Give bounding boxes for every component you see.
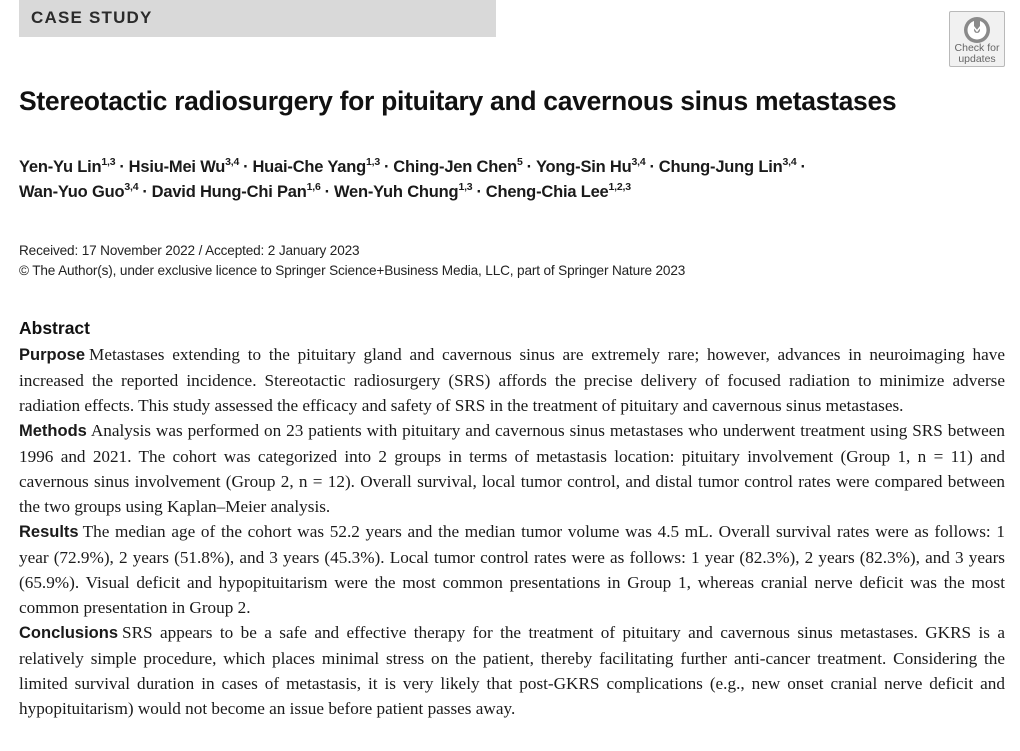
received-accepted-dates: Received: 17 November 2022 / Accepted: 2 January 2023	[19, 243, 360, 258]
badge-line1: Check for	[954, 42, 1000, 54]
author[interactable]: Ching-Jen Chen$^5$	[393, 156, 523, 176]
copyright-notice: © The Author(s), under exclusive licence to Springer Science+Business Media, LLC, part of Springer Nature 2023	[19, 263, 686, 278]
author[interactable]: Wen-Yuh Chung$^{1,3}$	[333, 181, 473, 201]
abstract-body	[19, 342, 1005, 721]
author[interactable]: Yen-Yu Lin$^{1,3}$	[19, 156, 116, 176]
methods-text: Analysis was performed on 23 patients with pituitary and cavernous sinus metastases who underwent treatment using SRS between 1996 and 2021. The cohort was categorized into 2 groups in terms of metastasis location: pituitary involvement (Group 1, n = 11) and cavernous sinus involvement (Group 2, n = 12). Overall survival, local tumor control, and distal tumor control rates were compared between the two groups using Kaplan–Meier analysis.	[19, 421, 1005, 516]
article-type-banner	[19, 0, 496, 37]
abstract-methods	[19, 418, 1005, 519]
author[interactable]: Cheng-Chia Lee$^{1,2,3}$	[485, 181, 631, 201]
check-for-updates-icon	[963, 16, 991, 44]
abstract-results	[19, 519, 1005, 620]
article-type-label: CASE STUDY	[31, 8, 153, 27]
badge-line2: updates	[958, 53, 996, 65]
author[interactable]: Hsiu-Mei Wu$^{3,4}$	[128, 156, 240, 176]
author[interactable]: Wan-Yuo Guo$^{3,4}$	[19, 181, 139, 201]
results-label: Results	[19, 523, 79, 541]
author[interactable]: Yong-Sin Hu$^{3,4}$	[535, 156, 646, 176]
abstract-conclusions	[19, 620, 1005, 721]
author[interactable]: Huai-Che Yang$^{1,3}$	[252, 156, 380, 176]
methods-label: Methods	[19, 422, 87, 440]
author-list	[19, 155, 1009, 205]
abstract-purpose	[19, 342, 1005, 418]
purpose-label: Purpose	[19, 346, 86, 364]
author-line-1: Yen-Yu Lin$^{1,3}$ · Hsiu-Mei Wu$^{3,4}$ · Huai-Che Yang$^{1,3}$ · Ching-Jen Chen$^5$ · Yong-Sin Hu$^{3,4}$ · Chung-Jung Lin$^{3,4}$ ·	[19, 156, 806, 176]
author[interactable]: David Hung-Chi Pan$^{1,6}$	[151, 181, 321, 201]
results-text: The median age of the cohort was 52.2 years and the median tumor volume was 4.5 mL. Overall survival rates were as follows: 1 year (72.9%), 2 years (51.8%), and 3 years (45.3%). Local tumor control rates were as follows: 1 year (82.3%), 2 years (82.3%), and 3 years (65.9%). Visual deficit and hypopituitarism were the most common presentations in Group 1, whereas cranial nerve deficit was the most common presentation in Group 2.	[19, 522, 1005, 617]
conclusions-text: SRS appears to be a safe and effective therapy for the treatment of pituitary and cavernous sinus metastases. GKRS is a relatively simple procedure, which places minimal stress on the patient, thereby facilitating further anti-cancer treatment. Considering the limited survival duration in cases of metastasis, it is very likely that post-GKRS complications (e.g., new onset cranial nerve deficit and hypopituitarism) would not become an issue before patient passes away.	[19, 623, 1005, 718]
check-for-updates-badge[interactable]	[949, 11, 1005, 67]
abstract-heading: Abstract	[19, 318, 90, 338]
author-line-2: Wan-Yuo Guo$^{3,4}$ · David Hung-Chi Pan$^{1,6}$ · Wen-Yuh Chung$^{1,3}$ · Cheng-Chia Lee$^{1,2,3}$	[19, 181, 631, 201]
conclusions-label: Conclusions	[19, 624, 119, 642]
purpose-text: Metastases extending to the pituitary gland and cavernous sinus are extremely rare; however, advances in neuroimaging have increased the reported incidence. Stereotactic radiosurgery (SRS) affords the precise delivery of focused radiation to minimize adverse radiation effects. This study assessed the efficacy and safety of SRS in the treatment of pituitary and cavernous sinus metastases.	[19, 345, 1005, 415]
author[interactable]: Chung-Jung Lin$^{3,4}$	[658, 156, 797, 176]
article-title: Stereotactic radiosurgery for pituitary and cavernous sinus metastases	[19, 86, 897, 116]
